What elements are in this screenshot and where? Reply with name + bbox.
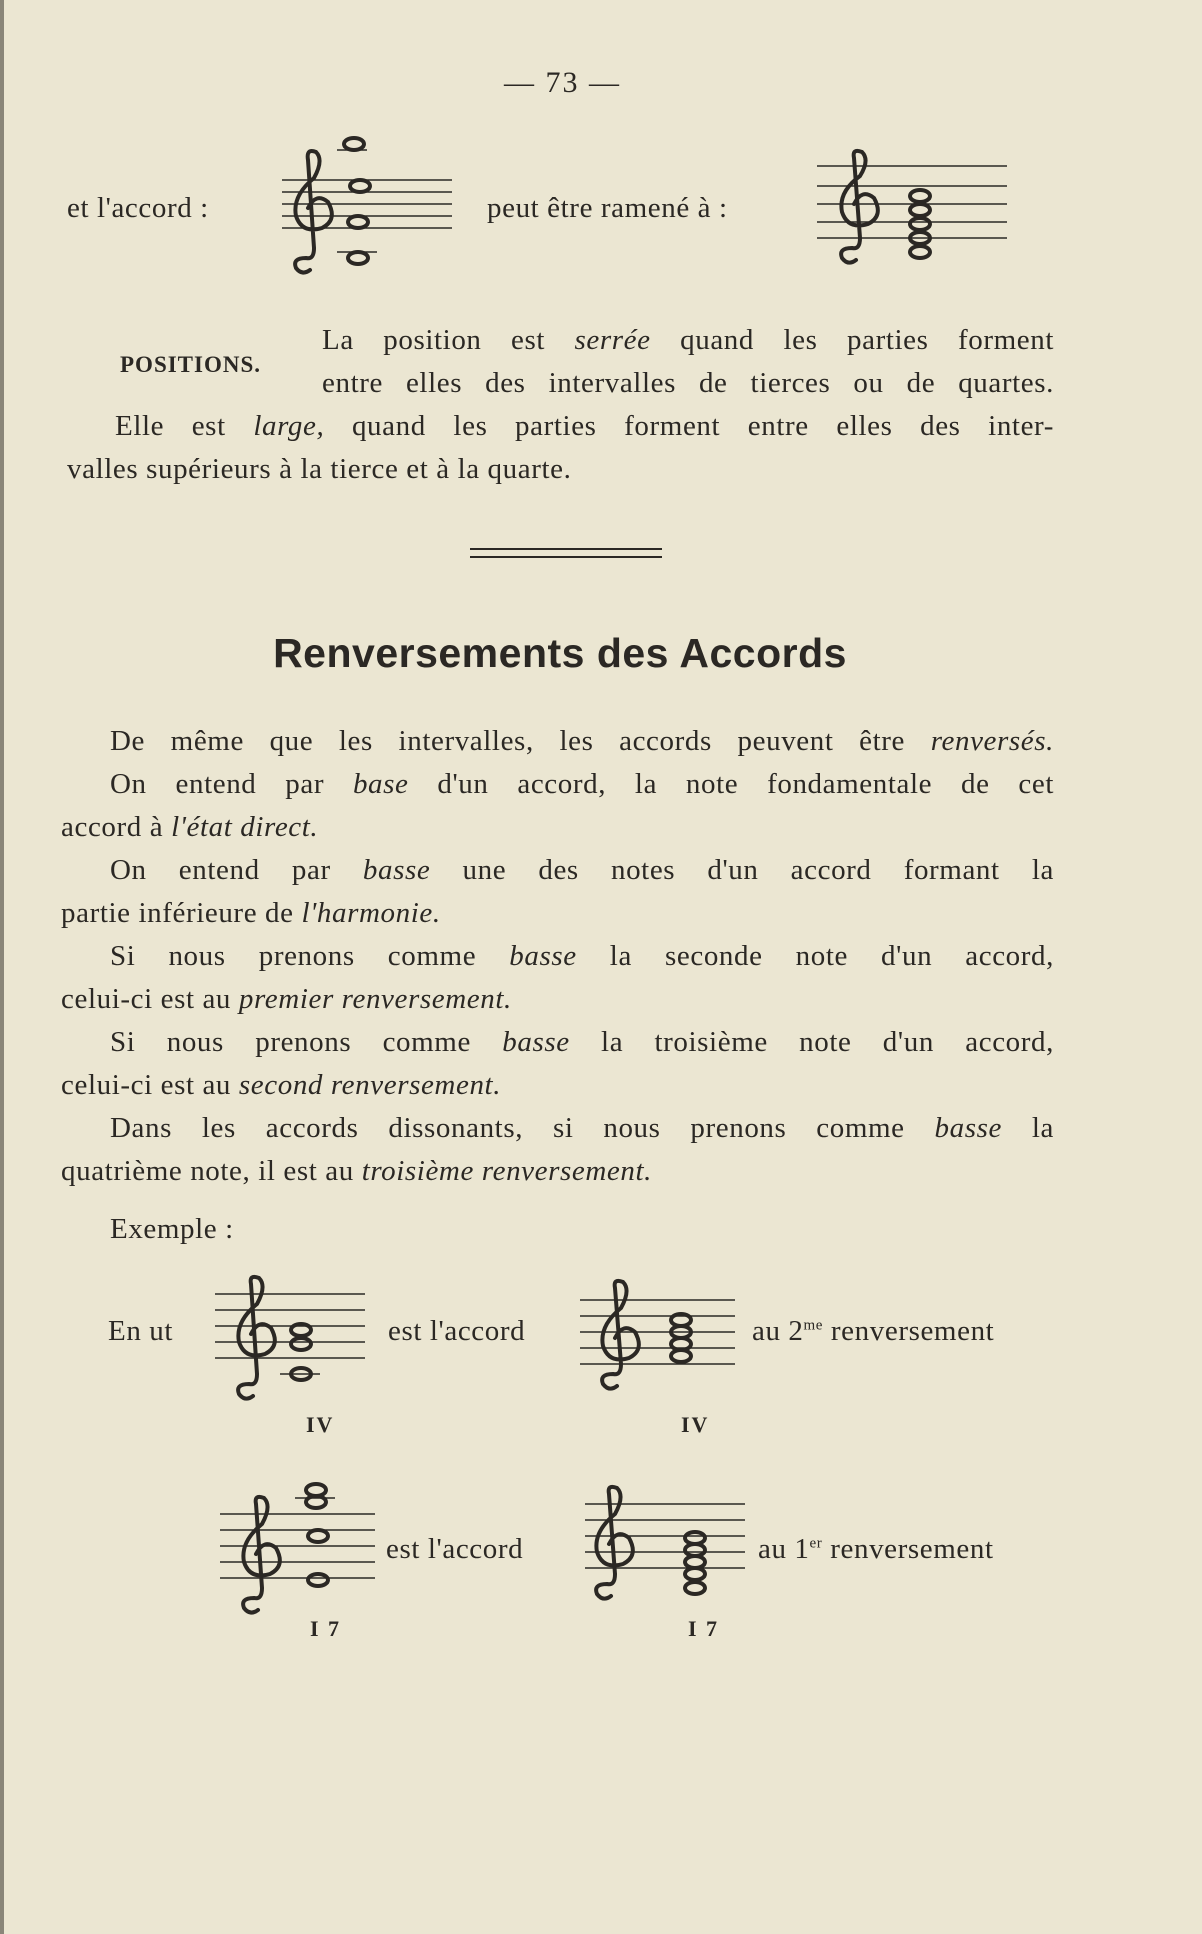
text-run: renversement xyxy=(830,1315,995,1347)
page-edge xyxy=(0,0,4,1934)
chord-staff-row2-right xyxy=(575,1496,750,1616)
text-run: La position est xyxy=(322,324,546,356)
emphasis: base xyxy=(352,768,409,800)
text-run: une des notes d'un accord formant la xyxy=(462,854,1054,886)
text-run: accord à xyxy=(61,811,164,843)
text-run: au 2 xyxy=(752,1315,804,1347)
positions-line-2: entre elles des intervalles de tierces ou de quartes. xyxy=(322,367,1054,399)
positions-line-1 xyxy=(322,324,1054,357)
text-run: De même que les intervalles, les accords peuvent être xyxy=(110,725,906,757)
chord-staff-row1-right xyxy=(575,1282,740,1392)
text-run: quand les parties forment entre elles des inter- xyxy=(351,410,1054,442)
body-line-7 xyxy=(61,983,512,1016)
example-row1-middle: est l'accord xyxy=(388,1315,526,1347)
emphasis: renversés. xyxy=(930,725,1054,757)
text-run: la seconde note d'un accord, xyxy=(609,940,1054,972)
body-line-3 xyxy=(61,811,318,844)
emphasis: basse xyxy=(509,940,577,972)
text-run: partie inférieure de xyxy=(61,897,294,929)
divider-rule-top xyxy=(470,548,662,550)
chord-staff-row2-left xyxy=(210,1468,385,1618)
roman-label-row2-right: I 7 xyxy=(688,1616,720,1641)
chord-staff-row1-left xyxy=(205,1280,375,1410)
example-row1-suffix xyxy=(752,1315,994,1348)
emphasis: second renversement. xyxy=(238,1069,502,1101)
text-run: celui-ci est au xyxy=(61,1069,232,1101)
text-run: au 1 xyxy=(758,1533,810,1565)
text-run: celui-ci est au xyxy=(61,983,232,1015)
emphasis-large: large, xyxy=(253,410,325,442)
text-run: Si nous prenons comme xyxy=(110,1026,471,1058)
positions-line-4: valles supérieurs à la tierce et à la quarte. xyxy=(67,453,572,485)
roman-label-row1-left: IV xyxy=(306,1412,335,1437)
text-run: On entend par xyxy=(110,768,325,800)
emphasis: l'harmonie. xyxy=(301,897,441,929)
chord-staff-intro-2 xyxy=(812,152,1012,272)
intro-label-left: et l'accord : xyxy=(67,192,209,224)
page-number: — 73 — xyxy=(504,66,621,99)
body-line-6 xyxy=(110,940,1054,973)
text-run: renversement xyxy=(830,1533,994,1565)
text-run: Dans les accords dissonants, si nous prenons comme xyxy=(110,1112,905,1144)
example-row1-prefix: En ut xyxy=(108,1315,174,1347)
divider-rule-bottom xyxy=(470,556,662,558)
text-run: On entend par xyxy=(110,854,331,886)
text-run: quand les parties forment xyxy=(680,324,1054,356)
emphasis: premier renversement. xyxy=(238,983,512,1015)
text-run: Si nous prenons comme xyxy=(110,940,477,972)
text-run: Elle est xyxy=(115,410,226,442)
emphasis: basse xyxy=(362,854,431,886)
intro-label-middle: peut être ramené à : xyxy=(487,192,728,224)
emphasis: l'état direct. xyxy=(171,811,319,843)
body-line-10 xyxy=(110,1112,1054,1145)
roman-label-row1-right: IV xyxy=(681,1412,710,1437)
body-line-9 xyxy=(61,1069,501,1102)
superscript: me xyxy=(803,1317,824,1334)
emphasis: troisième renversement. xyxy=(361,1155,652,1187)
chord-staff-intro-1 xyxy=(262,130,462,280)
text-run: la xyxy=(1031,1112,1054,1144)
section-title: Renversements des Accords xyxy=(273,630,847,676)
sidenote-positions: POSITIONS. xyxy=(120,352,262,377)
body-line-8 xyxy=(110,1026,1054,1059)
emphasis-serree: serrée xyxy=(574,324,651,356)
body-line-1 xyxy=(110,725,1054,758)
body-line-5 xyxy=(61,897,441,930)
example-row2-suffix xyxy=(758,1533,994,1566)
text-run: quatrième note, il est au xyxy=(61,1155,354,1187)
example-row2-middle: est l'accord xyxy=(386,1533,524,1565)
roman-label-row2-left: I 7 xyxy=(310,1616,342,1641)
body-line-11 xyxy=(61,1155,652,1188)
text-run: la troisième note d'un accord, xyxy=(601,1026,1054,1058)
emphasis: basse xyxy=(934,1112,1002,1144)
superscript: er xyxy=(809,1535,823,1552)
positions-line-3 xyxy=(115,410,1054,443)
body-example-label: Exemple : xyxy=(110,1213,234,1245)
body-line-4 xyxy=(110,854,1054,887)
body-line-2 xyxy=(110,768,1054,801)
text-run: d'un accord, la note fondamentale de cet xyxy=(437,768,1054,800)
emphasis: basse xyxy=(502,1026,570,1058)
